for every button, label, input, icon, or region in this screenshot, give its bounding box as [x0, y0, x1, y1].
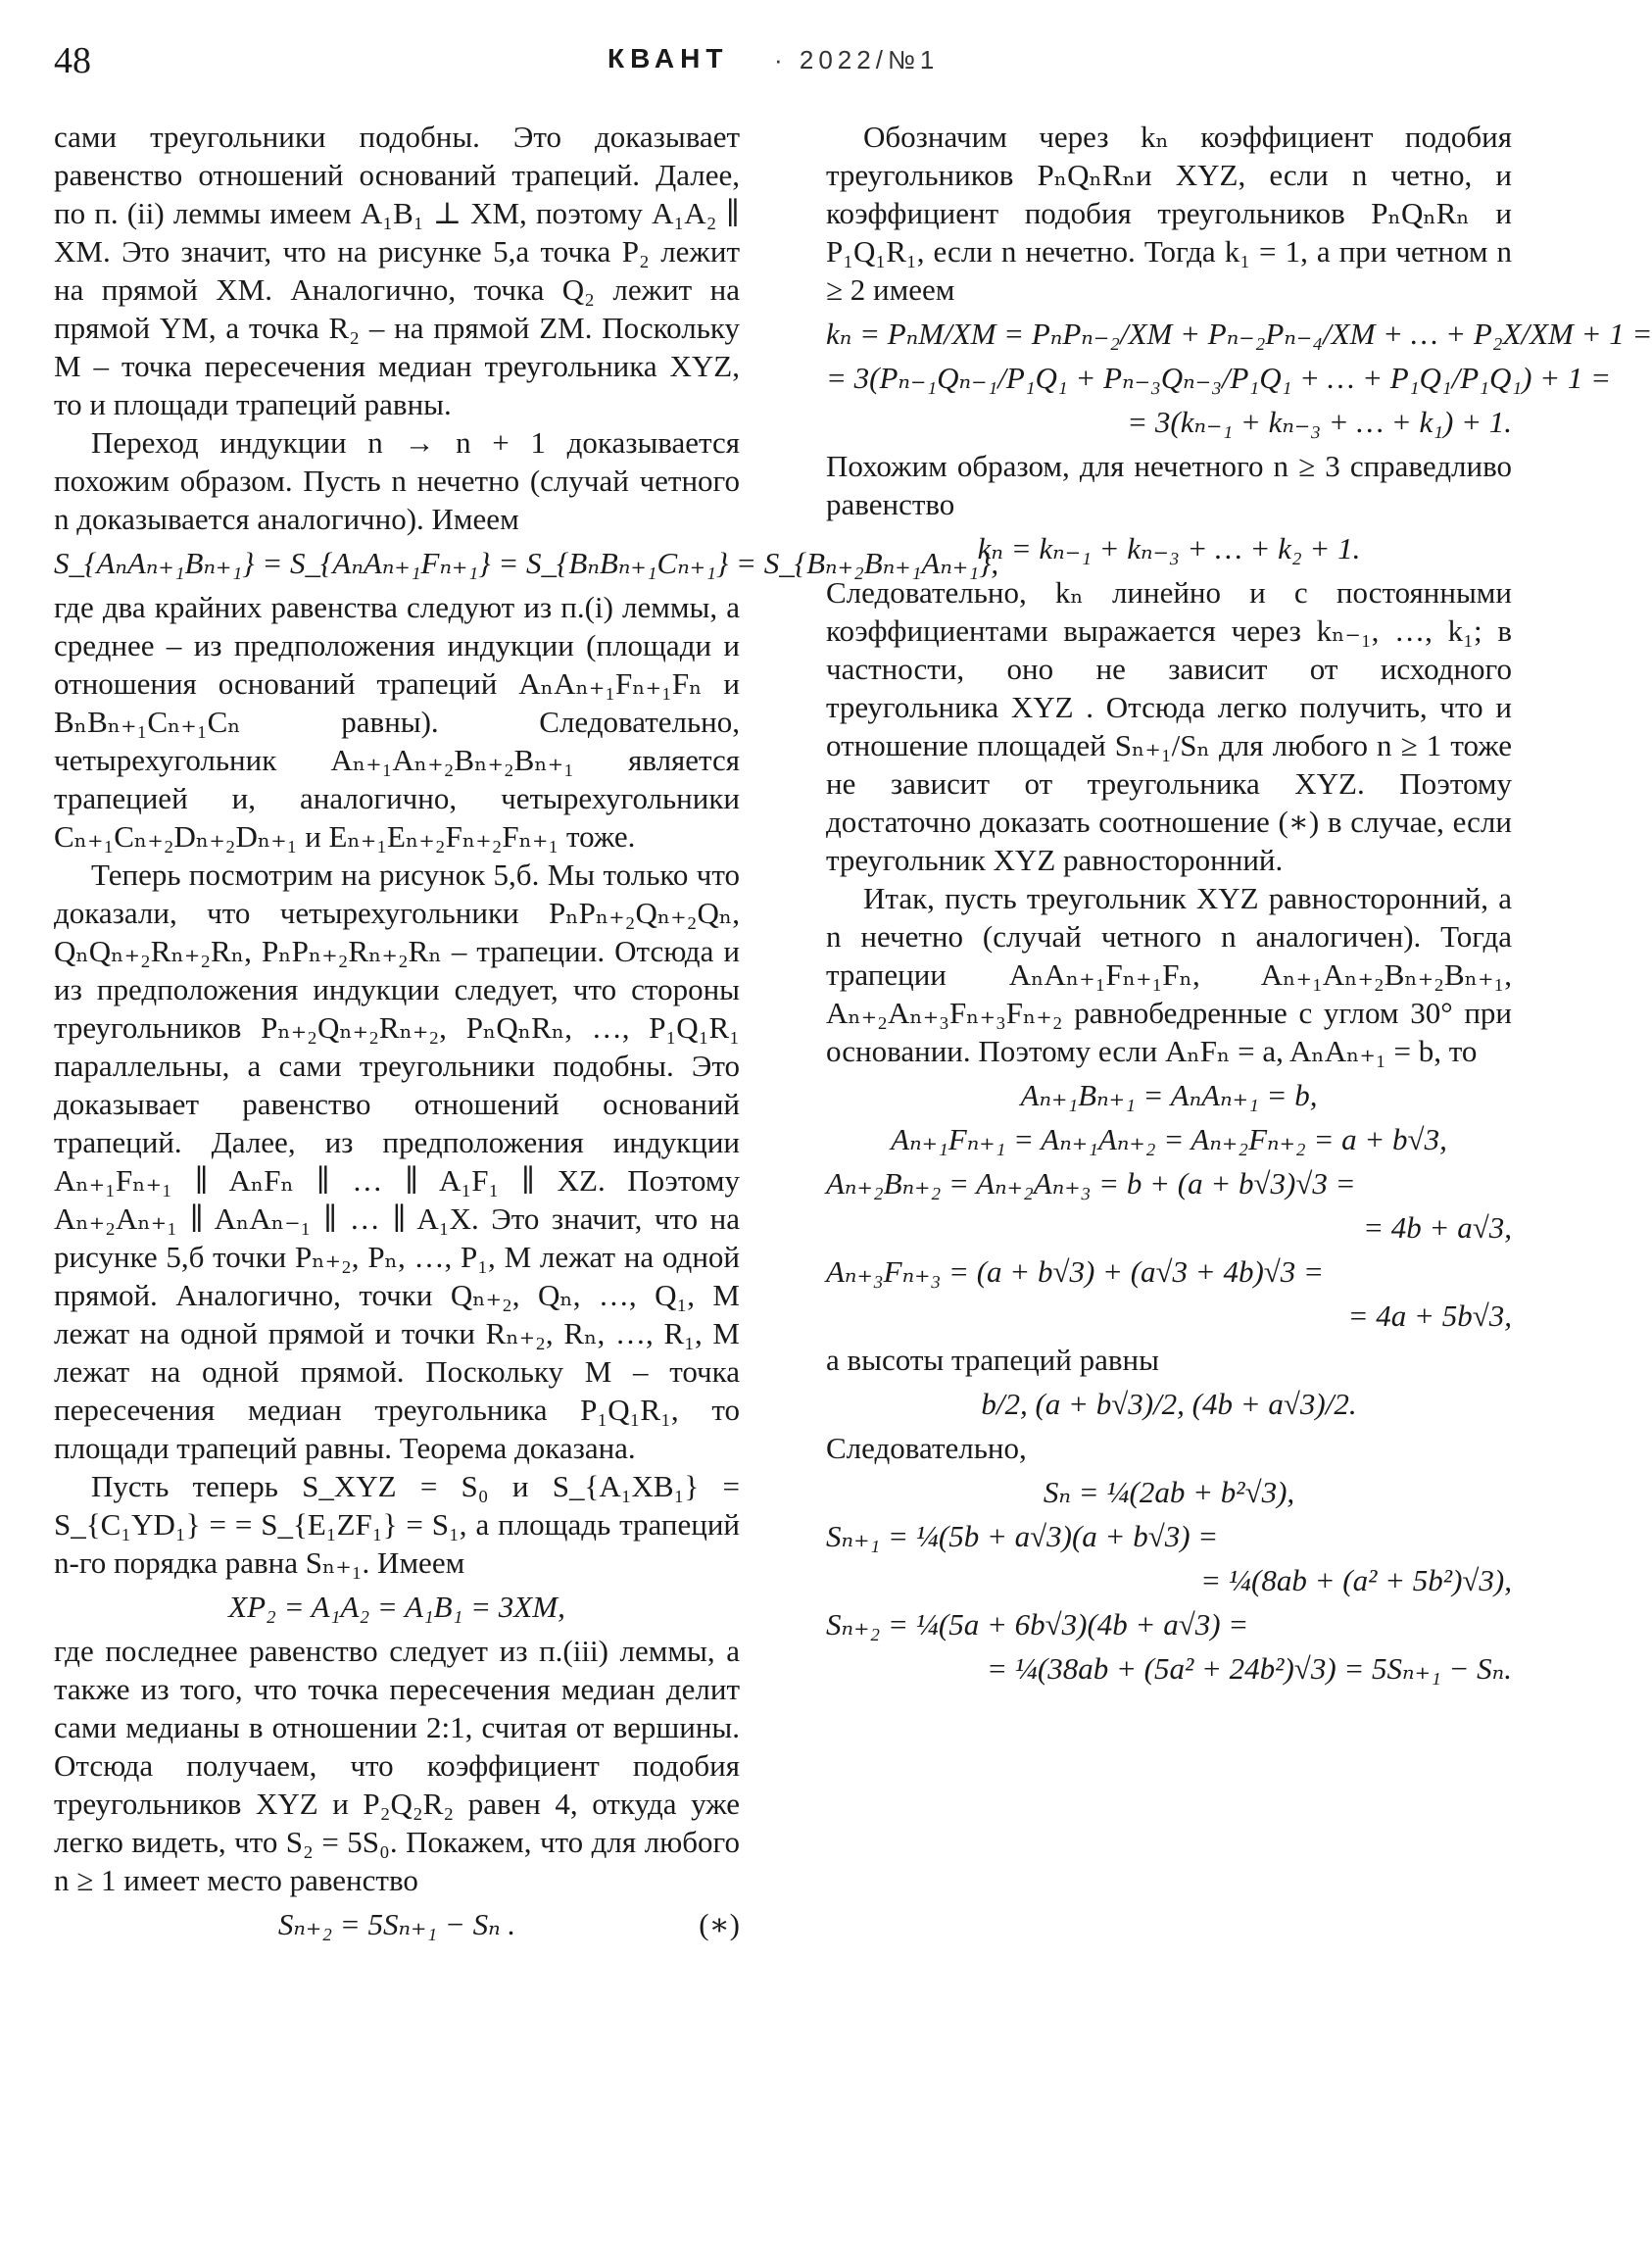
paragraph: Похожим образом, для нечетного n ≥ 3 справедливо равенство: [826, 449, 1512, 521]
formula: = 4a + 5b√3,: [1347, 1298, 1512, 1333]
paragraph: Обозначим через kₙ коэффициент подобия треугольников PₙQₙRₙи XYZ, если n четно, и коэффициент подобия треугольников PₙQₙRₙ и P₁Q₁R₁, если n нечетно. Тогда k₁ = 1, а при четном n ≥ 2 имеем: [826, 120, 1512, 307]
formula: kₙ = kₙ₋₁ + kₙ₋₃ + … + k₂ + 1.: [977, 531, 1361, 565]
formula: = ¼(8ab + (a² + 5b²)√3),: [1200, 1563, 1512, 1597]
formula: Sₙ₊₂ = 5Sₙ₊₁ − Sₙ .: [277, 1907, 516, 1941]
formula: XP₂ = A₁A₂ = A₁B₁ = 3XM,: [228, 1590, 565, 1624]
formula: Aₙ₊₁Fₙ₊₁ = Aₙ₊₁Aₙ₊₂ = Aₙ₊₂Fₙ₊₂ = a + b√3,: [891, 1122, 1447, 1156]
paragraph: где последнее равенство следует из п.(iii) леммы, а также из того, что точка пересечения медиан делит сами медианы в отношении 2:1, считая от вершины. Отсюда получаем, что коэффициент подобия треугольников XYZ и P₂Q₂R₂ равен 4, откуда уже легко видеть, что S₂ = 5S₀. Покажем, что для любого n ≥ 1 имеет место равенство: [54, 1634, 740, 1897]
paragraph: Следовательно, kₙ линейно и с постоянными коэффициентами выражается через kₙ₋₁, …, k₁; в частности, оно не зависит от исходного треугольника XYZ . Отсюда легко получить, что и отношение площадей Sₙ₊₁/Sₙ для любого n ≥ 1 тоже не зависит от треугольника XYZ. Поэтому достаточно доказать соотношение (∗) в случае, если треугольник XYZ равносторонний.: [826, 575, 1512, 877]
formula: = 3(kₙ₋₁ + kₙ₋₃ + … + k₁) + 1.: [1127, 405, 1512, 439]
paragraph: Пусть теперь S_XYZ = S₀ и S_{A₁XB₁} = S_{C₁YD₁} = = S_{E₁ZF₁} = S₁, а площадь трапеций n-го порядка равна Sₙ₊₁. Имеем: [54, 1469, 740, 1580]
paragraph: где два крайних равенства следуют из п.(i) леммы, а среднее – из предположения индукции (площади и отношения оснований трапеций AₙAₙ₊₁Fₙ₊₁Fₙ и BₙBₙ₊₁Cₙ₊₁Cₙ равны). Следовательно, четырехугольник Aₙ₊₁Aₙ₊₂Bₙ₊₂Bₙ₊₁ является трапецией и, аналогично, четырехугольники Cₙ₊₁Cₙ₊₂Dₙ₊₂Dₙ₊₁ и Eₙ₊₁Eₙ₊₂Fₙ₊₂Fₙ₊₁ тоже.: [54, 590, 740, 854]
paragraph: а высоты трапеций равны: [826, 1343, 1159, 1377]
formula-star: [54, 1905, 740, 1943]
formula: Sₙ₊₂ = ¼(5a + 6b√3)(4b + a√3) =: [826, 1607, 1249, 1642]
paragraph: сами треугольники подобны. Это доказывает равенство отношений оснований трапеций. Далее, по п. (ii) леммы имеем A₁B₁ ⊥ XM, поэтому A₁A₂ ∥ XM. Это значит, что на рисунке 5,а точка P₂ лежит на прямой XM. Аналогично, точка Q₂ лежит на прямой YM, а точка R₂ – на прямой ZM. Поскольку M – точка пересечения медиан треугольника XYZ, то и площади трапеций равны.: [54, 120, 740, 421]
formula: kₙ = PₙM/XM = PₙPₙ₋₂/XM + Pₙ₋₂Pₙ₋₄/XM + … + P₂X/XM + 1 =: [826, 317, 1652, 351]
formula: Aₙ₊₂Bₙ₊₂ = Aₙ₊₂Aₙ₊₃ = b + (a + b√3)√3 =: [826, 1166, 1356, 1200]
paragraph: Следовательно,: [826, 1431, 1027, 1465]
journal-issue: · 2022/№1: [774, 45, 940, 74]
page-number: 48: [54, 40, 91, 81]
formula: Sₙ = ¼(2ab + b²√3),: [1043, 1475, 1295, 1509]
paragraph: Переход индукции n → n + 1 доказывается похожим образом. Пусть n нечетно (случай четного n доказывается аналогично). Имеем: [54, 425, 740, 536]
paragraph: Теперь посмотрим на рисунок 5,б. Мы только что доказали, что четырехугольники PₙPₙ₊₂Qₙ₊₂Qₙ, QₙQₙ₊₂Rₙ₊₂Rₙ, PₙPₙ₊₂Rₙ₊₂Rₙ – трапеции. Отсюда и из предположения индукции следует, что стороны треугольников Pₙ₊₂Qₙ₊₂Rₙ₊₂, PₙQₙRₙ, …, P₁Q₁R₁ параллельны, а сами треугольники подобны. Это доказывает равенство отношений оснований трапеций. Далее, из предположения индукции Aₙ₊₁Fₙ₊₁ ∥ AₙFₙ ∥ … ∥ A₁F₁ ∥ XZ. Поэтому Aₙ₊₂Aₙ₊₁ ∥ AₙAₙ₋₁ ∥ … ∥ A₁X. Это значит, что на рисунке 5,б точки Pₙ₊₂, Pₙ, …, P₁, M лежат на одной прямой. Аналогично, точки Qₙ₊₂, Qₙ, …, Q₁, M лежат на одной прямой и точки Rₙ₊₂, Rₙ, …, R₁, M лежат на одной прямой. Поскольку M – точка пересечения медиан треугольника P₁Q₁R₁, то площади трапеций равны. Теорема доказана.: [54, 858, 740, 1465]
formula: b/2, (a + b√3)/2, (4b + a√3)/2.: [981, 1387, 1357, 1421]
formula: = 4b + a√3,: [1363, 1210, 1512, 1245]
formula: Aₙ₊₁Bₙ₊₁ = AₙAₙ₊₁ = b,: [1020, 1078, 1318, 1112]
paragraph: Итак, пусть треугольник XYZ равносторонний, а n нечетно (случай четного n аналогичен). Тогда трапеции AₙAₙ₊₁Fₙ₊₁Fₙ, Aₙ₊₁Aₙ₊₂Bₙ₊₂Bₙ₊₁, Aₙ₊₂Aₙ₊₃Fₙ₊₃Fₙ₊₂ равнобедренные с углом 30° при основании. Поэтому если AₙFₙ = a, AₙAₙ₊₁ = b, то: [826, 881, 1512, 1068]
formula: S_{AₙAₙ₊₁Bₙ₊₁} = S_{AₙAₙ₊₁Fₙ₊₁} = S_{BₙBₙ₊₁Cₙ₊₁} = S_{Bₙ₊₂Bₙ₊₁Aₙ₊₁},: [54, 546, 999, 580]
journal-title: КВАНТ: [607, 43, 729, 74]
formula: Sₙ₊₁ = ¼(5b + a√3)(a + b√3) =: [826, 1519, 1219, 1553]
formula: = ¼(38ab + (5a² + 24b²)√3) = 5Sₙ₊₁ − Sₙ.: [986, 1651, 1512, 1686]
formula: Aₙ₊₃Fₙ₊₃ = (a + b√3) + (a√3 + 4b)√3 =: [826, 1254, 1324, 1289]
right-column: [826, 118, 1652, 1693]
equation-tag: (∗): [699, 1907, 740, 1941]
formula: = 3(Pₙ₋₁Qₙ₋₁/P₁Q₁ + Pₙ₋₃Qₙ₋₃/P₁Q₁ + … + P₁Q₁/P₁Q₁) + 1 =: [826, 361, 1612, 395]
